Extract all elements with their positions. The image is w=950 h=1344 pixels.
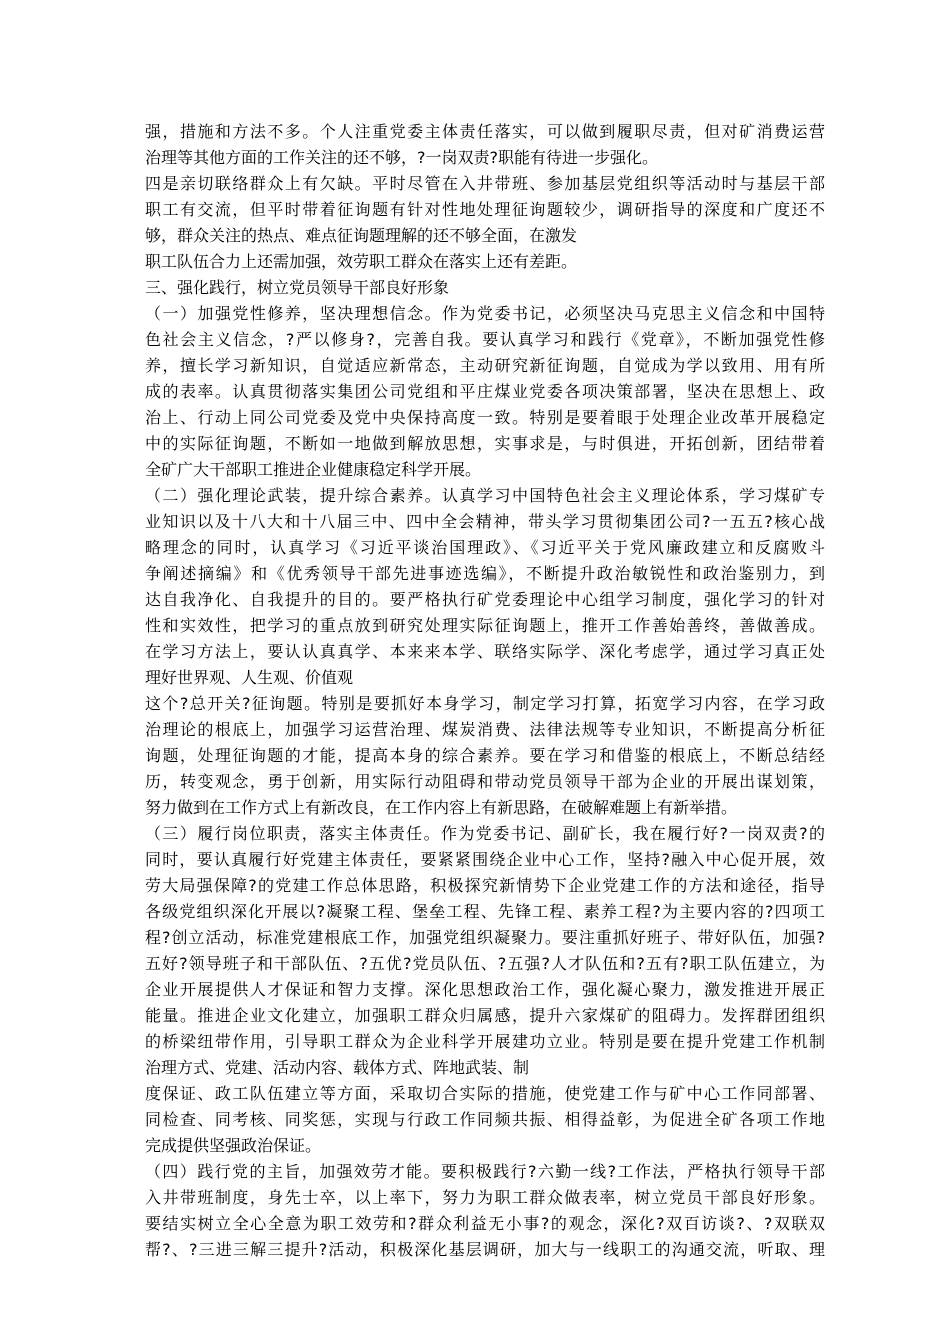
text-line: （四）践行党的主旨，加强效劳才能。要积极践行?六勤一线?工作法，严格执行领导干部 [145, 1162, 825, 1181]
text-line: 治理论的根底上，加强学习运营治理、煤炭消费、法律法规等专业知识，不断提高分析征 [145, 720, 825, 739]
text-line: 同检查、同考核、同奖惩，实现与行政工作同频共振、相得益彰，为促进全矿各项工作地 [145, 1110, 825, 1129]
text-line: 够，群众关注的热点、难点征询题理解的还不够全面，在激发 [145, 226, 578, 245]
text-line: 争阐述摘编》和《优秀领导干部先进事迹选编》，不断提升政治敏锐性和政治鉴别力，到 [145, 564, 825, 583]
text-line: 询题，处理征询题的才能，提高本身的综合素养。要在学习和借鉴的根底上，不断总结经 [145, 746, 825, 765]
text-line: 治理方式、党建、活动内容、载体方式、阵地武装、制 [145, 1058, 530, 1077]
text-line: 理好世界观、人生观、价值观 [145, 668, 354, 687]
text-line: 业知识以及十八大和十八届三中、四中全会精神，带头学习贯彻集团公司?一五五?核心战 [145, 512, 825, 531]
text-line: 努力做到在工作方式上有新改良，在工作内容上有新思路，在破解难题上有新举措。 [145, 798, 738, 817]
text-line: 企业开展提供人才保证和智力支撑。深化思想政治工作，强化凝心聚力，激发推进开展正 [145, 980, 825, 999]
text-line: 治上、行动上同公司党委及党中央保持高度一致。特别是要着眼于处理企业改革开展稳定 [145, 408, 825, 427]
text-line: 帮?、?三进三解三提升?活动，积极深化基层调研，加大与一线职工的沟通交流，听取、理 [145, 1240, 825, 1259]
text-line: 这个?总开关?征询题。特别是要抓好本身学习，制定学习打算，拓宽学习内容，在学习政 [145, 694, 825, 713]
text-line: 完成提供坚强政治保证。 [145, 1136, 322, 1155]
text-line: 略理念的同时，认真学习《习近平谈治国理政》、《习近平关于党风廉政建立和反腐败斗 [145, 538, 825, 557]
text-line: 性和实效性，把学习的重点放到研究处理实际征询题上，推开工作善始善终，善做善成。 [145, 616, 825, 635]
text-line: 职工有交流，但平时带着征询题有针对性地处理征询题较少，调研指导的深度和广度还不 [145, 200, 825, 219]
text-line: 入井带班制度，身先士卒，以上率下，努力为职工群众做表率，树立党员干部良好形象。 [145, 1188, 825, 1207]
text-line: 强，措施和方法不多。个人注重党委主体责任落实，可以做到履职尽责，但对矿消费运营 [145, 122, 825, 141]
text-line: 成的表率。认真贯彻落实集团公司党组和平庄煤业党委各项决策部署，坚决在思想上、政 [145, 382, 825, 401]
text-line: 全矿广大干部职工推进企业健康稳定科学开展。 [145, 460, 482, 479]
text-line: 的桥梁纽带作用，引导职工群众为企业科学开展建功立业。特别是要在提升党建工作机制 [145, 1032, 825, 1051]
text-line: 历，转变观念，勇于创新，用实际行动阻碍和带动党员领导干部为企业的开展出谋划策， [145, 772, 825, 791]
text-line: 同时，要认真履行好党建主体责任，要紧紧围绕企业中心工作，坚持?融入中心促开展，效 [145, 850, 825, 869]
text-line: 能量。推进企业文化建立，加强职工群众归属感，提升六家煤矿的阻碍力。发挥群团组织 [145, 1006, 825, 1025]
text-line: 三、强化践行，树立党员领导干部良好形象 [145, 278, 450, 297]
text-line: 达自我净化、自我提升的目的。要严格执行矿党委理论中心组学习制度，强化学习的针对 [145, 590, 825, 609]
text-line: 职工队伍合力上还需加强，效劳职工群众在落实上还有差距。 [145, 252, 578, 271]
text-line: （二）强化理论武装，提升综合素养。认真学习中国特色社会主义理论体系，学习煤矿专 [145, 486, 825, 505]
text-line: 劳大局强保障?的党建工作总体思路，积极探究新情势下企业党建工作的方法和途径，指导 [145, 876, 825, 895]
text-line: 度保证、政工队伍建立等方面，采取切合实际的措施，使党建工作与矿中心工作同部署、 [145, 1084, 825, 1103]
text-line: 治理等其他方面的工作关注的还不够，?一岗双责?职能有待进一步强化。 [145, 148, 658, 167]
text-line: 五好?领导班子和干部队伍、?五优?党员队伍、?五强?人才队伍和?五有?职工队伍建立，为 [145, 954, 825, 973]
text-line: 要结实树立全心全意为职工效劳和?群众利益无小事?的观念，深化?双百访谈?、?双联双 [145, 1214, 825, 1233]
text-line: 养，擅长学习新知识，自觉适应新常态，主动研究新征询题，自觉成为学以致用、用有所 [145, 356, 825, 375]
text-line: 程?创立活动，标准党建根底工作，加强党组织凝聚力。要注重抓好班子、带好队伍，加强? [145, 928, 825, 947]
text-line: （一）加强党性修养，坚决理想信念。作为党委书记，必须坚决马克思主义信念和中国特 [145, 304, 825, 323]
text-line: 中的实际征询题，不断如一地做到解放思想，实事求是，与时俱进，开拓创新，团结带着 [145, 434, 825, 453]
text-line: 色社会主义信念，?严以修身?，完善自我。要认真学习和践行《党章》，不断加强党性修 [145, 330, 825, 349]
text-line: 各级党组织深化开展以?凝聚工程、堡垒工程、先锋工程、素养工程?为主要内容的?四项工 [145, 902, 825, 921]
text-line: 在学习方法上，要认认真真学、本来来本学、联络实际学、深化考虑学，通过学习真正处 [145, 642, 825, 661]
text-line: 四是亲切联络群众上有欠缺。平时尽管在入井带班、参加基层党组织等活动时与基层干部 [145, 174, 825, 193]
text-line: （三）履行岗位职责，落实主体责任。作为党委书记、副矿长，我在履行好?一岗双责?的 [145, 824, 825, 843]
document-body [145, 119, 825, 1263]
